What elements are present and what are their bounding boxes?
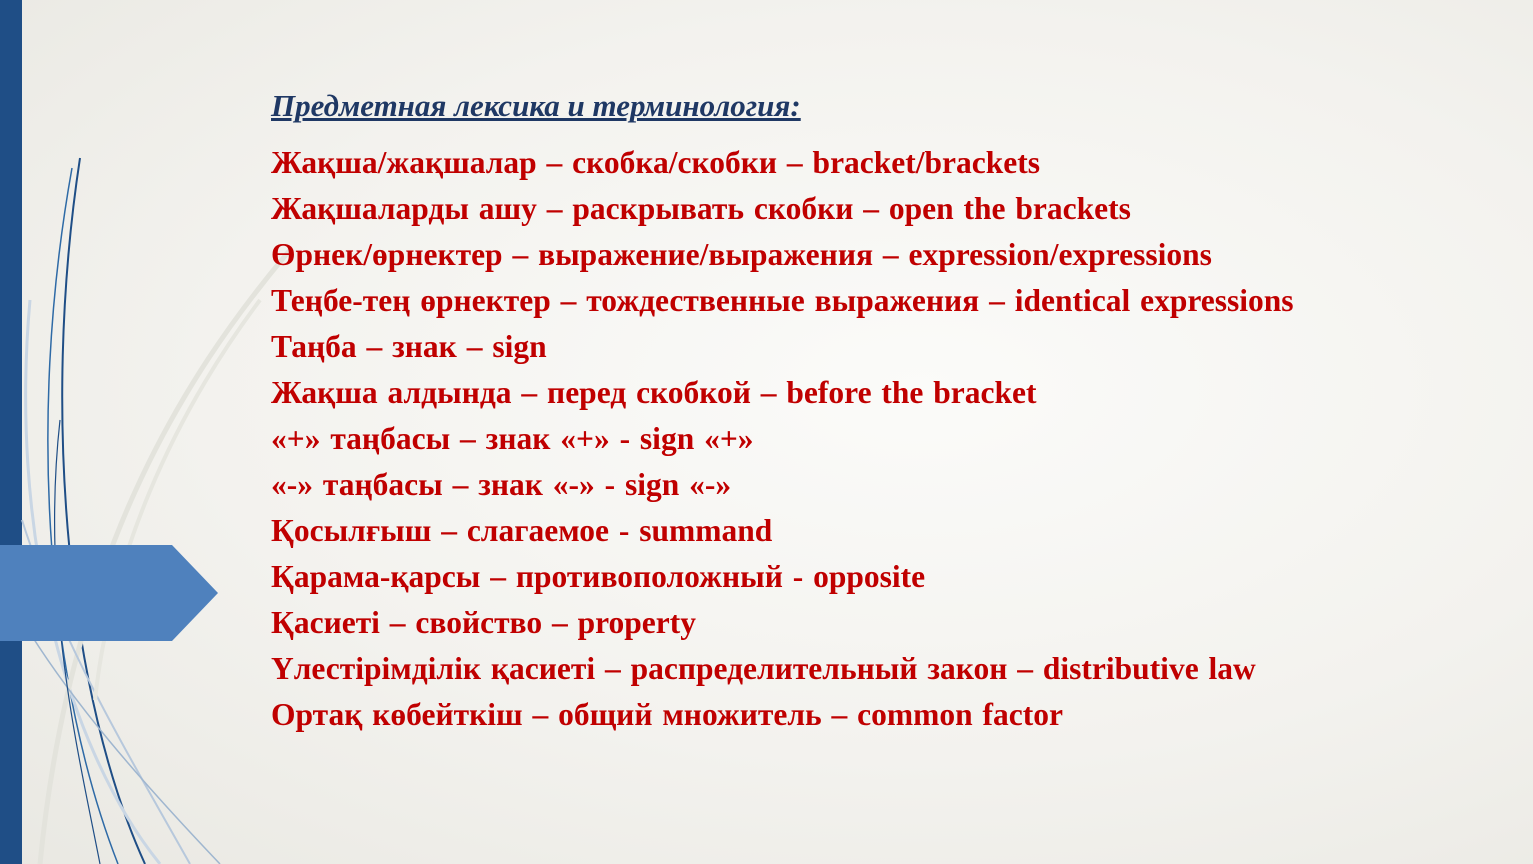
- term-line: Қосылғыш – слагаемое - summand: [271, 513, 773, 548]
- term-line: Жақша/жақшалар – скобка/скобки – bracket/brackets: [271, 145, 1041, 180]
- term-line: Жақша алдында – перед скобкой – before the bracket: [271, 375, 1037, 410]
- slide-content: [271, 86, 1521, 738]
- arrow-shape: [0, 545, 218, 641]
- slide-heading: Предметная лексика и терминология:: [271, 88, 801, 123]
- term-line: «-» таңбасы – знак «-» - sign «-»: [271, 467, 732, 502]
- term-line: Жақшаларды ашу – раскрывать скобки – open the brackets: [271, 191, 1131, 226]
- terminology-list: [271, 140, 1521, 738]
- term-line: «+» таңбасы – знак «+» - sign «+»: [271, 421, 754, 456]
- curve-line-1: [62, 158, 145, 864]
- term-line: Теңбе-тең өрнектер – тождественные выражения – identical expressions: [271, 283, 1294, 318]
- term-line: Ортақ көбейткіш – общий множитель – common factor: [271, 697, 1063, 732]
- term-line: Таңба – знак – sign: [271, 329, 547, 364]
- curve-line-8: [55, 420, 100, 864]
- term-line: Өрнек/өрнектер – выражение/выражения – expression/expressions: [271, 237, 1212, 272]
- term-line: Үлестірімділік қасиеті – распределительный закон – distributive law: [271, 651, 1256, 686]
- term-line: Қарама-қарсы – противоположный - opposite: [271, 559, 926, 594]
- term-line: Қасиеті – свойство – property: [271, 605, 697, 640]
